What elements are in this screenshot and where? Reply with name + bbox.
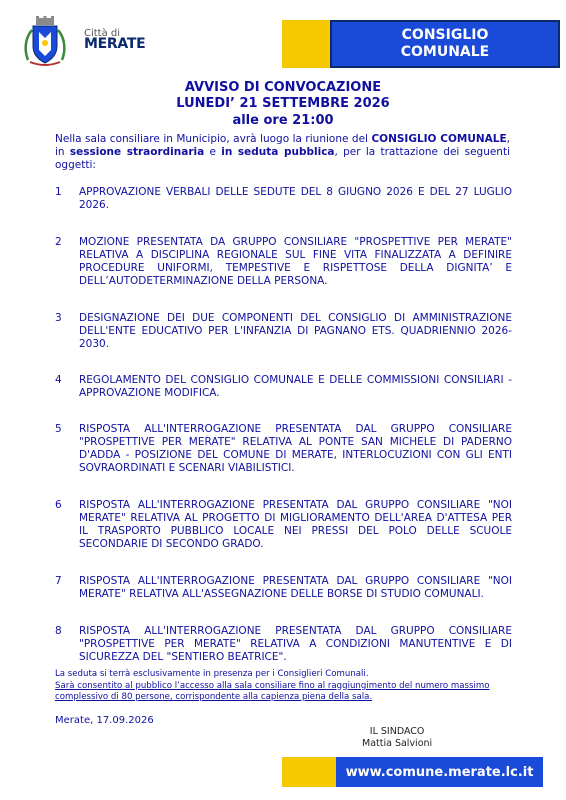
agenda-item-number: 1 xyxy=(55,186,62,198)
agenda-item-text: RISPOSTA ALL'INTERROGAZIONE PRESENTATA DAL GRUPPO CONSILIARE "NOI MERATE" RELATIVA AL PROGETTO DI MIGLIORAMENTO DELL'AREA D'ATTESA PER IL TRASPORTO PUBBLICO LOCALE NEI PRESSI DEL POLO DELLE SCUOLE SECONDARIE DI SECONDO GRADO. xyxy=(79,499,512,550)
intro-bold-council: CONSIGLIO COMUNALE xyxy=(371,133,507,145)
notice-date: LUNEDI’ 21 SETTEMBRE 2026 xyxy=(176,96,390,111)
city-name: MERATE xyxy=(84,36,146,52)
note-line-1: La seduta si terrà esclusivamente in presenza per i Consiglieri Comunali. xyxy=(55,669,369,679)
agenda-item-number: 6 xyxy=(55,499,62,511)
agenda-item xyxy=(55,423,512,475)
intro-text-1: Nella sala consiliare in Municipio, avrà luogo la riunione del xyxy=(55,133,372,145)
notice-time: alle ore 21:00 xyxy=(232,113,334,128)
agenda-item-number: 7 xyxy=(55,575,62,587)
agenda-item xyxy=(55,499,512,551)
agenda-item xyxy=(55,575,512,601)
agenda-item-text: APPROVAZIONE VERBALI DELLE SEDUTE DEL 8 GIUGNO 2026 E DEL 27 LUGLIO 2026. xyxy=(79,186,512,211)
notice-title: AVVISO DI CONVOCAZIONE xyxy=(184,80,382,95)
agenda-list xyxy=(55,186,512,664)
agenda-item xyxy=(55,236,512,288)
agenda-item xyxy=(55,374,512,400)
agenda-item-text: REGOLAMENTO DEL CONSIGLIO COMUNALE E DELLE COMMISSIONI CONSILIARI - APPROVAZIONE MODIFICA. xyxy=(79,374,512,399)
agenda-item xyxy=(55,312,512,351)
header-yellow-block xyxy=(282,20,330,68)
place-date: Merate, 17.09.2026 xyxy=(55,715,154,726)
agenda-item-text: RISPOSTA ALL'INTERROGAZIONE PRESENTATA DAL GRUPPO CONSILIARE "PROSPETTIVE PER MERATE" RELATIVA A CONDIZIONI MANUTENTIVE E DI SICUREZZA DEL "SENTIERO BEATRICE". xyxy=(79,625,512,663)
agenda-item-text: RISPOSTA ALL'INTERROGAZIONE PRESENTATA DAL GRUPPO CONSILIARE "NOI MERATE" RELATIVA ALL'ASSEGNAZIONE DELLE BORSE DI STUDIO COMUNALI. xyxy=(79,575,512,600)
agenda-item xyxy=(55,625,512,664)
banner-line-1: CONSIGLIO xyxy=(401,27,489,43)
intro-text-4: , per la trattazione dei seguenti oggetti: xyxy=(55,146,510,171)
signature-block xyxy=(362,726,432,750)
attendance-note xyxy=(55,669,515,704)
intro-bold-public: in seduta pubblica xyxy=(221,146,335,158)
intro-text-2: , in xyxy=(55,133,510,158)
banner-line-2: COMUNALE xyxy=(400,44,490,60)
agenda-item-text: DESIGNAZIONE DEI DUE COMPONENTI DEL CONSIGLIO DI AMMINISTRAZIONE DELL'ENTE EDUCATIVO PER L'INFANZIA DI PAGNANO ETS. QUADRIENNIO 2026-2030. xyxy=(79,312,512,350)
agenda-item-number: 5 xyxy=(55,423,62,435)
agenda-item-number: 3 xyxy=(55,312,62,324)
agenda-item-text: MOZIONE PRESENTATA DA GRUPPO CONSILIARE "PROSPETTIVE PER MERATE" RELATIVA A DISCIPLINA REGIONALE SUL FINE VITA FINALIZZATA A DEFINIRE PROCEDURE UNIFORMI, TEMPESTIVE E RISPETTOSE DELLA DIGNITA’ E DELL’AUTODETERMINAZIONE DELLA PERSONA. xyxy=(79,236,512,287)
signer-name: Mattia Salvioni xyxy=(362,738,433,749)
signer-role: IL SINDACO xyxy=(369,726,425,737)
agenda-item-number: 4 xyxy=(55,374,62,386)
agenda-item-number: 8 xyxy=(55,625,62,637)
header-banner xyxy=(330,20,560,68)
note-line-2: Sarà consentito al pubblico l’accesso alla sala consiliare fino al raggiungimento del numero massimo complessivo di 80 persone, corrispondente alla capienza piena della sala. xyxy=(55,680,490,702)
website-link[interactable]: www.comune.merate.lc.it xyxy=(336,757,543,787)
coat-of-arms-logo xyxy=(22,16,68,68)
agenda-item-number: 2 xyxy=(55,236,62,248)
agenda-item xyxy=(55,186,512,212)
agenda-item-text: RISPOSTA ALL'INTERROGAZIONE PRESENTATA DAL GRUPPO CONSILIARE "PROSPETTIVE PER MERATE" RELATIVA AL PONTE SAN MICHELE DI PADERNO D'ADDA - POSIZIONE DEL COMUNE DI MERATE, INTERLOCUZIONI CON GLI ENTI SOVRAORDINATI E SCENARI VIABILISTICI. xyxy=(79,423,512,474)
intro-paragraph xyxy=(55,133,510,172)
intro-text-3: e xyxy=(204,146,222,158)
footer-yellow-block xyxy=(282,757,340,787)
city-prefix: Città di xyxy=(84,28,121,39)
intro-bold-session: sessione straordinaria xyxy=(69,146,205,158)
